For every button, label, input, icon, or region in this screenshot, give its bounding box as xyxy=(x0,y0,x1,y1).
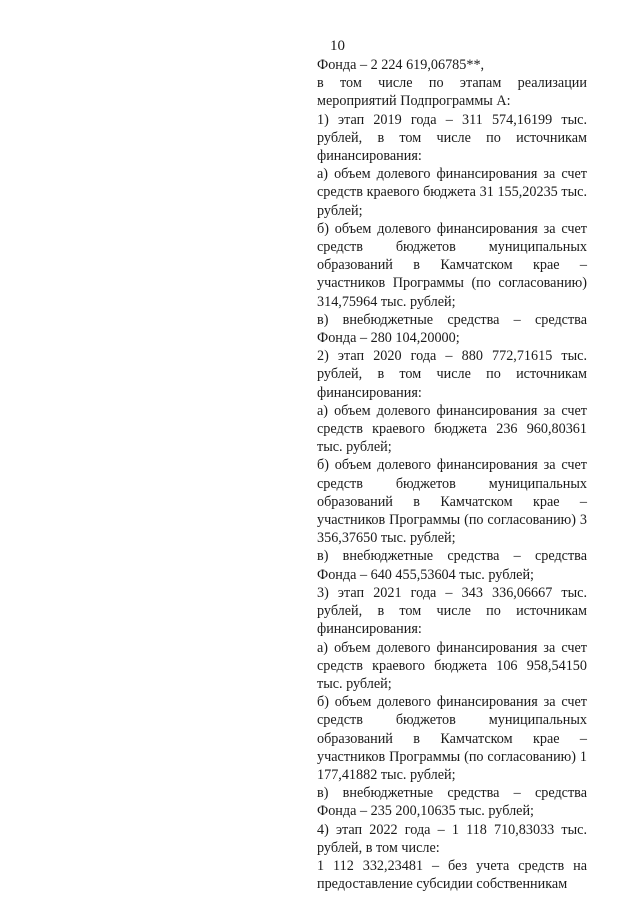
paragraph: б) объем долевого финансирования за счет средств бюджетов муниципальных образований в Камчатском крае – участников Программы (по согласованию) 1 177,41882 тыс. рублей; xyxy=(317,694,587,783)
paragraph: 1) этап 2019 года – 311 574,16199 тыс. рублей, в том числе по источникам финансирования: xyxy=(317,111,587,165)
paragraph: 1 112 332,23481 – без учета средств на предоставление субсидии собственникам xyxy=(317,857,587,893)
paragraph: в) внебюджетные средства – средства Фонда – 235 200,10635 тыс. рублей; xyxy=(317,785,587,820)
paragraph: в) внебюджетные средства – средства Фонда – 640 455,53604 тыс. рублей; xyxy=(317,548,587,583)
paragraph: 3) этап 2021 года – 343 336,06667 тыс. рублей, в том числе по источникам финансирования: xyxy=(317,584,587,638)
paragraph: а) объем долевого финансирования за счет средств краевого бюджета 31 155,20235 тыс. рублей; xyxy=(317,166,587,219)
paragraph: в) внебюджетные средства – средства Фонда – 280 104,20000; xyxy=(317,311,587,347)
page-number: 10 xyxy=(330,38,345,54)
document-body xyxy=(317,56,587,893)
paragraph: б) объем долевого финансирования за счет средств бюджетов муниципальных образований в Камчатском крае – участников Программы (по согласованию) 3 356,37650 тыс. рублей; xyxy=(317,457,587,547)
paragraph: Фонда – 2 224 619,06785**, xyxy=(317,57,485,73)
paragraph: 4) этап 2022 года – 1 118 710,83033 тыс. рублей, в том числе: xyxy=(317,821,587,856)
paragraph: 2) этап 2020 года – 880 772,71615 тыс. рублей, в том числе по источникам финансирования: xyxy=(317,348,587,401)
paragraph: а) объем долевого финансирования за счет средств краевого бюджета 106 958,54150 тыс. рублей; xyxy=(317,639,587,692)
paragraph: б) объем долевого финансирования за счет средств бюджетов муниципальных образований в Камчатском крае – участников Программы (по согласованию) 314,75964 тыс. рублей; xyxy=(317,220,587,310)
paragraph: а) объем долевого финансирования за счет средств краевого бюджета 236 960,80361 тыс. рублей; xyxy=(317,402,587,456)
paragraph: в том числе по этапам реализации мероприятий Подпрограммы А: xyxy=(317,75,587,110)
